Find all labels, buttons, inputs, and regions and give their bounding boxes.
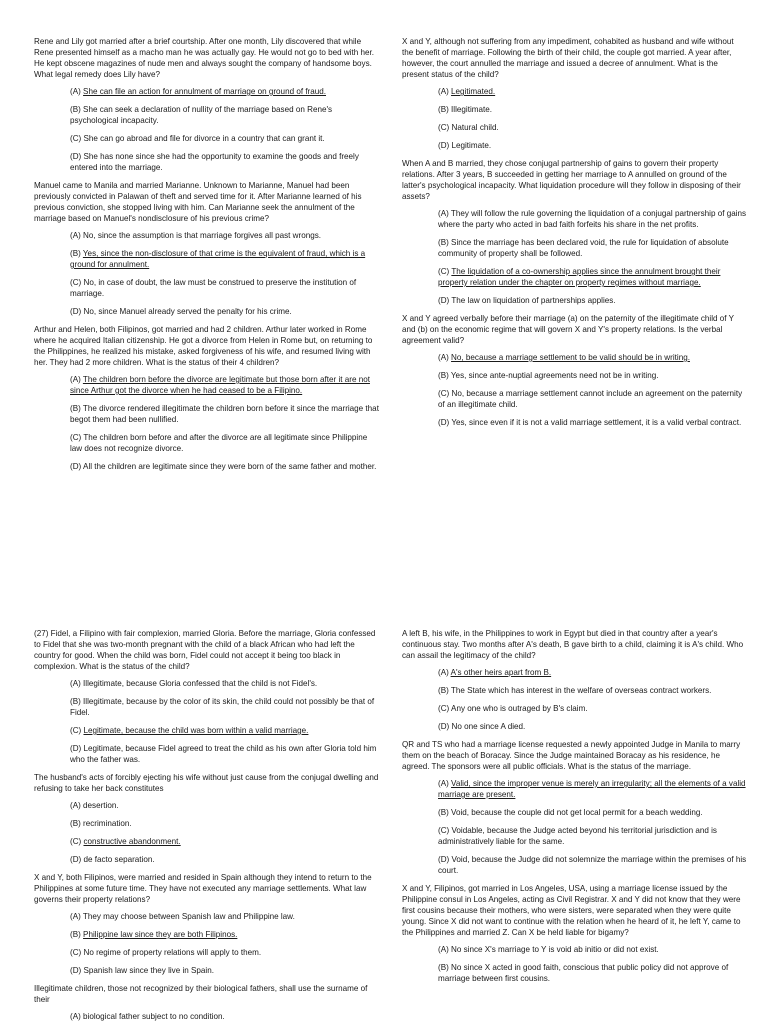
option-text-underlined: No, because a marriage settlement to be valid should be in writing. xyxy=(451,353,690,362)
answer-option xyxy=(70,104,379,126)
answer-option xyxy=(438,685,747,696)
option-text: No, since the assumption is that marriage forgives all past wrongs. xyxy=(83,231,322,240)
option-label: (B) xyxy=(70,105,84,114)
question-text: X and Y, both Filipinos, were married and resided in Spain although they intend to return to the Philippines at some future time. They have not executed any marriage settlements. What law governs their property relations? xyxy=(34,873,372,904)
option-text: Void, because the couple did not get local permit for a beach wedding. xyxy=(451,808,703,817)
option-text: Legitimate, because Fidel agreed to treat the child as his own after Gloria told him who the father was. xyxy=(70,744,377,764)
option-text: Void, because the Judge did not solemnize the marriage within the premises of his court. xyxy=(438,855,747,875)
option-label: (D) xyxy=(438,722,452,731)
answer-option xyxy=(438,721,747,732)
option-label: (B) xyxy=(438,963,452,972)
option-label: (C) xyxy=(70,278,84,287)
option-text: No, because a marriage settlement cannot include an agreement on the paternity of an illegitimate child. xyxy=(438,389,743,409)
answer-option xyxy=(438,237,747,259)
option-text-underlined: Valid, since the improper venue is merely an irregularity; all the elements of a valid marriage are present. xyxy=(438,779,746,799)
question-text: X and Y agreed verbally before their marriage (a) on the paternity of the illegitimate child of Y and (b) on the economic regime that will govern X and Y's property relations. Is the verbal agreement valid? xyxy=(402,314,734,345)
question-text: X and Y, Filipinos, got married in Los Angeles, USA, using a marriage license issued by the Philippine consul in Los Angeles, acting as Civil Registrar. X and Y did not know that they were first cousins because their mothers, who were sisters, were separated when they were quite young. Since X did not want to continue with the relation when he heard of it, he left Y, came to the Philippines and married Z. Can X be held liable for bigamy? xyxy=(402,884,741,937)
answer-option xyxy=(70,947,379,958)
option-text: Legitimate. xyxy=(451,141,492,150)
answer-options xyxy=(402,944,747,984)
answer-option xyxy=(70,306,379,317)
answer-option xyxy=(70,432,379,454)
answer-option xyxy=(70,374,379,396)
option-text-underlined: The children born before the divorce are legitimate but those born after it are not since Arthur got the divorce when he had ceased to be a Filipino. xyxy=(70,375,370,395)
question-text: X and Y, although not suffering from any impediment, cohabited as husband and wife without the benefit of marriage. Following the birth of their child, the couple got married. A year after, however, the court annulled the marriage and issued a decree of annulment. What is the present status of the child? xyxy=(402,37,734,79)
option-text-underlined: Philippine law since they are both Filipinos. xyxy=(83,930,238,939)
option-text: She can go abroad and file for divorce in a country that can grant it. xyxy=(83,134,325,143)
option-label: (A) xyxy=(438,87,452,96)
option-text-underlined: Yes, since the non-disclosure of that crime is the equivalent of fraud, which is a ground for annulment. xyxy=(70,249,366,269)
option-text-underlined: Legitimate, because the child was born within a valid marriage. xyxy=(83,726,309,735)
answer-options xyxy=(402,208,747,306)
question-text: QR and TS who had a marriage license requested a newly appointed Judge in Manila to marry them on the beach of Boracay. Since the Judge maintained Boracay as his residence, he agreed. The sponsors were all public officials. What is the status of the marriage. xyxy=(402,740,741,771)
option-label: (B) xyxy=(70,697,84,706)
option-text: Natural child. xyxy=(451,123,499,132)
option-label: (C) xyxy=(438,704,452,713)
option-label: (D) xyxy=(438,141,452,150)
option-label: (C) xyxy=(438,826,452,835)
option-label: (A) xyxy=(70,1012,84,1021)
option-label: (A) xyxy=(70,231,84,240)
option-label: (B) xyxy=(438,686,451,695)
option-text: All the children are legitimate since they were born of the same father and mother. xyxy=(83,462,377,471)
option-label: (B) xyxy=(70,404,83,413)
option-text: Illegitimate. xyxy=(451,105,492,114)
answer-option xyxy=(438,370,747,381)
option-label: (A) xyxy=(70,912,83,921)
option-text: Yes, since even if it is not a valid marriage settlement, it is a valid verbal contract. xyxy=(451,418,742,427)
column-bottom-left xyxy=(34,628,379,1024)
answer-option xyxy=(438,86,747,97)
option-text: No regime of property relations will apply to them. xyxy=(83,948,262,957)
column-top-right xyxy=(402,36,747,435)
option-label: (C) xyxy=(70,726,84,735)
option-text: The children born before and after the divorce are all legitimate since Philippine law does not recognize divorce. xyxy=(70,433,368,453)
answer-option xyxy=(70,743,379,765)
answer-option xyxy=(438,854,747,876)
option-text: The law on liquidation of partnerships applies. xyxy=(451,296,616,305)
option-label: (D) xyxy=(70,307,84,316)
option-text: Voidable, because the Judge acted beyond his territorial jurisdiction and is administratively liable for the same. xyxy=(438,826,717,846)
option-label: (A) xyxy=(70,679,84,688)
answer-options xyxy=(402,86,747,151)
answer-option xyxy=(438,140,747,151)
answer-options xyxy=(34,911,379,976)
column-bottom-right xyxy=(402,628,747,991)
answer-options xyxy=(402,778,747,876)
option-text-underlined: A's other heirs apart from B. xyxy=(450,668,552,677)
option-label: (D) xyxy=(70,966,84,975)
option-label: (A) xyxy=(438,209,451,218)
option-label: (B) xyxy=(438,371,451,380)
option-label: (D) xyxy=(70,152,84,161)
answer-options xyxy=(34,86,379,173)
answer-option xyxy=(70,248,379,270)
option-text: They may choose between Spanish law and Philippine law. xyxy=(82,912,295,921)
answer-option xyxy=(70,86,379,97)
answer-options xyxy=(34,230,379,317)
question-text: (27) Fidel, a Filipino with fair complexion, married Gloria. Before the marriage, Gloria confessed to Fidel that she was two-month pregnant with the child of a black African who had left the country for good. When the child was born, Fidel could not accept it being too black in complexion. What is the status of the child? xyxy=(34,629,376,671)
answer-option xyxy=(70,965,379,976)
option-label: (B) xyxy=(70,249,83,258)
option-text: biological father subject to no condition. xyxy=(83,1012,225,1021)
option-text: No since X acted in good faith, conscious that public policy did not approve of marriage between first cousins. xyxy=(438,963,729,983)
option-label: (D) xyxy=(70,744,84,753)
question-text: Rene and Lily got married after a brief courtship. After one month, Lily discovered that while Rene presented himself as a macho man he was actually gay. He would not go to bed with her. He kept obscene magazines of nude men and always sought the company of handsome boys. What legal remedy does Lily have? xyxy=(34,37,374,79)
option-label: (D) xyxy=(438,855,452,864)
answer-option xyxy=(70,403,379,425)
option-label: (D) xyxy=(70,855,84,864)
option-label: (B) xyxy=(438,808,452,817)
question-text: The husband's acts of forcibly ejecting his wife without just cause from the conjugal dwelling and refusing to take her back constitutes xyxy=(34,773,379,793)
option-label: (C) xyxy=(70,433,84,442)
option-label: (C) xyxy=(438,267,452,276)
option-label: (C) xyxy=(438,123,452,132)
option-text-underlined: The liquidation of a co-ownership applies since the annulment brought their property relation under the chapter on property regimes without marriage. xyxy=(438,267,721,287)
answer-options xyxy=(34,374,379,472)
option-text: They will follow the rule governing the liquidation of a conjugal partnership of gains where the party who acted in bad faith forfeits his share in the net profits. xyxy=(438,209,747,229)
option-label: (B) xyxy=(70,819,84,828)
option-label: (D) xyxy=(70,462,84,471)
option-text: Yes, since ante-nuptial agreements need not be in writing. xyxy=(450,371,659,380)
answer-option xyxy=(438,778,747,800)
option-text: She can seek a declaration of nullity of the marriage based on Rene's psychological incapacity. xyxy=(70,105,333,125)
option-label: (C) xyxy=(70,837,84,846)
answer-option xyxy=(70,854,379,865)
answer-option xyxy=(438,122,747,133)
answer-option xyxy=(70,277,379,299)
option-text: No since X's marriage to Y is void ab initio or did not exist. xyxy=(451,945,659,954)
answer-option xyxy=(70,461,379,472)
option-text: Illegitimate, because Gloria confessed that the child is not Fidel's. xyxy=(83,679,318,688)
option-text: The State which has interest in the welfare of overseas contract workers. xyxy=(450,686,712,695)
option-label: (A) xyxy=(438,945,452,954)
option-text: Any one who is outraged by B's claim. xyxy=(451,704,588,713)
answer-option xyxy=(438,962,747,984)
option-text: She has none since she had the opportunity to examine the goods and freely entered into the marriage. xyxy=(70,152,359,172)
option-label: (D) xyxy=(438,296,452,305)
option-text: No one since A died. xyxy=(451,722,526,731)
option-text: Spanish law since they live in Spain. xyxy=(83,966,214,975)
answer-option xyxy=(70,800,379,811)
answer-option xyxy=(438,667,747,678)
option-label: (A) xyxy=(70,87,84,96)
answer-option xyxy=(438,104,747,115)
option-text: Since the marriage has been declared void, the rule for liquidation of absolute community of property shall be followed. xyxy=(438,238,729,258)
option-label: (B) xyxy=(70,930,84,939)
question-text: Arthur and Helen, both Filipinos, got married and had 2 children. Arthur later worked in Rome where he acquired Italian citizenship. He got a divorce from Helen in Rome but, on returning to the Philippines, he realized his mistake, asked forgiveness of his wife, and resumed living with her. They had 2 more children. What is the status of their 4 children? xyxy=(34,325,373,367)
question-text: When A and B married, they chose conjugal partnership of gains to govern their property relations. After 3 years, B succeeded in getting her marriage to A annulled on ground of the latter's psychological incapacity. What liquidation procedure will they follow in disposing of their assets? xyxy=(402,159,741,201)
option-label: (A) xyxy=(438,668,451,677)
option-label: (C) xyxy=(70,948,84,957)
answer-option xyxy=(70,836,379,847)
option-text: desertion. xyxy=(83,801,119,810)
option-label: (A) xyxy=(70,375,83,384)
option-text: No, in case of doubt, the law must be construed to preserve the institution of marriage. xyxy=(70,278,357,298)
answer-options xyxy=(34,678,379,765)
answer-options xyxy=(402,667,747,732)
answer-option xyxy=(70,929,379,940)
answer-option xyxy=(70,133,379,144)
option-text: The divorce rendered illegitimate the children born before it since the marriage that begot them had been nullified. xyxy=(70,404,379,424)
answer-option xyxy=(70,911,379,922)
answer-option xyxy=(438,352,747,363)
option-text: No, since Manuel already served the penalty for his crime. xyxy=(83,307,292,316)
question-text: Illegitimate children, those not recognized by their biological fathers, shall use the surname of their xyxy=(34,984,368,1004)
answer-option xyxy=(70,678,379,689)
option-label: (C) xyxy=(438,389,452,398)
answer-option xyxy=(438,807,747,818)
question-text: Manuel came to Manila and married Marianne. Unknown to Marianne, Manuel had been previously convicted in Palawan of theft and served time for it. After Marianne learned of his previous conviction, she stopped living with him. Can Marianne seek the annulment of the marriage based on Manuel's nondisclosure of his previous crime? xyxy=(34,181,362,223)
option-text: Illegitimate, because by the color of its skin, the child could not possibly be that of Fidel. xyxy=(70,697,375,717)
option-label: (B) xyxy=(438,238,452,247)
answer-option xyxy=(70,818,379,829)
option-text-underlined: constructive abandonment. xyxy=(83,837,181,846)
question-text: A left B, his wife, in the Philippines to work in Egypt but died in that country after a year's continuous stay. Two months after A's death, B gave birth to a child, claiming it is A's child. Who can assail the legitimacy of the child? xyxy=(402,629,744,660)
option-label: (B) xyxy=(438,105,452,114)
answer-options xyxy=(34,800,379,865)
answer-option xyxy=(438,825,747,847)
option-label: (C) xyxy=(70,134,84,143)
option-text-underlined: Legitimated. xyxy=(451,87,496,96)
column-top-left xyxy=(34,36,379,479)
answer-option xyxy=(70,1011,379,1022)
answer-option xyxy=(70,725,379,736)
option-label: (A) xyxy=(438,353,452,362)
answer-option xyxy=(438,417,747,428)
option-label: (A) xyxy=(438,779,452,788)
option-label: (D) xyxy=(438,418,452,427)
answer-option xyxy=(438,703,747,714)
option-text: recrimination. xyxy=(83,819,132,828)
answer-option xyxy=(70,230,379,241)
option-text-underlined: She can file an action for annulment of marriage on ground of fraud. xyxy=(83,87,327,96)
answer-options xyxy=(34,1011,379,1022)
option-label: (A) xyxy=(70,801,84,810)
answer-option xyxy=(438,266,747,288)
answer-option xyxy=(438,295,747,306)
answer-option xyxy=(438,208,747,230)
answer-option xyxy=(70,151,379,173)
answer-option xyxy=(438,944,747,955)
answer-options xyxy=(402,352,747,428)
answer-option xyxy=(70,696,379,718)
answer-option xyxy=(438,388,747,410)
option-text: de facto separation. xyxy=(83,855,155,864)
